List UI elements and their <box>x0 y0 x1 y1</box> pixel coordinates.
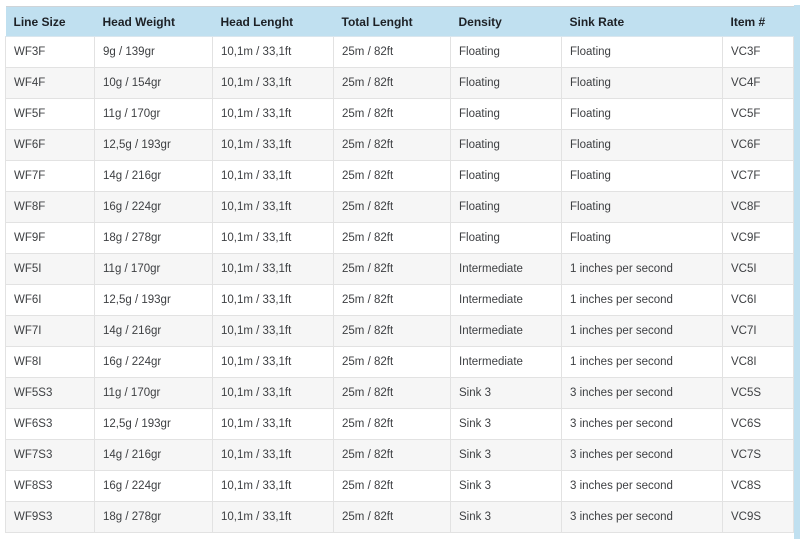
table-cell: Sink 3 <box>451 471 562 502</box>
table-row <box>6 130 794 161</box>
table-cell: 12,5g / 193gr <box>95 409 213 440</box>
table-cell: WF9F <box>6 223 95 254</box>
table-cell: WF8I <box>6 347 95 378</box>
table-cell: VC9F <box>723 223 794 254</box>
table-cell: WF5S3 <box>6 378 95 409</box>
table-cell: WF6S3 <box>6 409 95 440</box>
table-row <box>6 409 794 440</box>
column-header: Line Size <box>6 7 95 37</box>
right-accent-strip <box>794 5 800 539</box>
table-cell: 25m / 82ft <box>334 130 451 161</box>
table-cell: WF6F <box>6 130 95 161</box>
table-cell: 10,1m / 33,1ft <box>213 254 334 285</box>
table-cell: 25m / 82ft <box>334 502 451 533</box>
table-cell: WF6I <box>6 285 95 316</box>
column-header: Sink Rate <box>562 7 723 37</box>
table-cell: 25m / 82ft <box>334 378 451 409</box>
table-cell: Sink 3 <box>451 378 562 409</box>
table-cell: WF8S3 <box>6 471 95 502</box>
table-cell: 25m / 82ft <box>334 285 451 316</box>
table-cell: WF7I <box>6 316 95 347</box>
table-cell: Floating <box>451 161 562 192</box>
table-cell: Sink 3 <box>451 440 562 471</box>
table-cell: Intermediate <box>451 285 562 316</box>
table-cell: WF8F <box>6 192 95 223</box>
table-cell: Floating <box>451 223 562 254</box>
table-cell: WF3F <box>6 37 95 68</box>
table-row <box>6 254 794 285</box>
table-cell: Floating <box>451 99 562 130</box>
table-cell: Floating <box>562 223 723 254</box>
table-row <box>6 347 794 378</box>
line-spec-table <box>5 6 794 533</box>
table-cell: 10,1m / 33,1ft <box>213 347 334 378</box>
table-cell: 25m / 82ft <box>334 254 451 285</box>
table-cell: Floating <box>451 130 562 161</box>
table-cell: 3 inches per second <box>562 440 723 471</box>
table-cell: Sink 3 <box>451 409 562 440</box>
table-cell: 11g / 170gr <box>95 254 213 285</box>
table-cell: Floating <box>562 68 723 99</box>
table-row <box>6 223 794 254</box>
table-cell: Intermediate <box>451 316 562 347</box>
table-cell: 10,1m / 33,1ft <box>213 161 334 192</box>
table-cell: 25m / 82ft <box>334 161 451 192</box>
table-cell: 10,1m / 33,1ft <box>213 378 334 409</box>
table-row <box>6 502 794 533</box>
table-cell: WF7F <box>6 161 95 192</box>
table-row <box>6 440 794 471</box>
table-cell: 11g / 170gr <box>95 378 213 409</box>
table-cell: Floating <box>451 68 562 99</box>
table-cell: 16g / 224gr <box>95 347 213 378</box>
table-cell: VC3F <box>723 37 794 68</box>
table-cell: 18g / 278gr <box>95 502 213 533</box>
table-row <box>6 99 794 130</box>
table-cell: 11g / 170gr <box>95 99 213 130</box>
table-cell: Intermediate <box>451 254 562 285</box>
table-cell: 12,5g / 193gr <box>95 285 213 316</box>
table-cell: 9g / 139gr <box>95 37 213 68</box>
table-cell: VC5S <box>723 378 794 409</box>
table-cell: VC6S <box>723 409 794 440</box>
table-cell: WF7S3 <box>6 440 95 471</box>
table-cell: WF9S3 <box>6 502 95 533</box>
table-cell: 18g / 278gr <box>95 223 213 254</box>
table-cell: 10g / 154gr <box>95 68 213 99</box>
table-row <box>6 316 794 347</box>
table-cell: 14g / 216gr <box>95 440 213 471</box>
table-cell: VC9S <box>723 502 794 533</box>
table-cell: 25m / 82ft <box>334 440 451 471</box>
table-cell: 1 inches per second <box>562 347 723 378</box>
table-cell: Floating <box>562 99 723 130</box>
table-cell: VC8F <box>723 192 794 223</box>
table-cell: 25m / 82ft <box>334 347 451 378</box>
header-row <box>6 7 794 37</box>
table-cell: 10,1m / 33,1ft <box>213 316 334 347</box>
column-header: Head Lenght <box>213 7 334 37</box>
table-cell: VC5F <box>723 99 794 130</box>
table-cell: 25m / 82ft <box>334 223 451 254</box>
table-cell: 3 inches per second <box>562 409 723 440</box>
table-cell: VC6F <box>723 130 794 161</box>
table-row <box>6 285 794 316</box>
table-cell: VC7S <box>723 440 794 471</box>
table-cell: 10,1m / 33,1ft <box>213 99 334 130</box>
column-header: Total Lenght <box>334 7 451 37</box>
table-head <box>6 7 794 37</box>
table-cell: 3 inches per second <box>562 378 723 409</box>
table-cell: 10,1m / 33,1ft <box>213 223 334 254</box>
table-cell: VC7I <box>723 316 794 347</box>
table-cell: VC8I <box>723 347 794 378</box>
table-cell: WF5I <box>6 254 95 285</box>
column-header: Head Weight <box>95 7 213 37</box>
table-cell: 1 inches per second <box>562 316 723 347</box>
table-cell: 16g / 224gr <box>95 471 213 502</box>
table-cell: 10,1m / 33,1ft <box>213 37 334 68</box>
table-row <box>6 471 794 502</box>
table-cell: 25m / 82ft <box>334 316 451 347</box>
table-cell: Sink 3 <box>451 502 562 533</box>
table-cell: 1 inches per second <box>562 285 723 316</box>
table-cell: 10,1m / 33,1ft <box>213 130 334 161</box>
table-cell: 10,1m / 33,1ft <box>213 192 334 223</box>
table-cell: VC5I <box>723 254 794 285</box>
table-cell: 1 inches per second <box>562 254 723 285</box>
table-cell: Floating <box>562 130 723 161</box>
table-cell: Floating <box>451 37 562 68</box>
column-header: Item # <box>723 7 794 37</box>
table-row <box>6 68 794 99</box>
table-cell: 25m / 82ft <box>334 37 451 68</box>
table-cell: WF5F <box>6 99 95 130</box>
table-cell: 10,1m / 33,1ft <box>213 440 334 471</box>
table-body <box>6 37 794 533</box>
table-row <box>6 37 794 68</box>
table-cell: 12,5g / 193gr <box>95 130 213 161</box>
table-cell: Floating <box>562 161 723 192</box>
table-cell: VC6I <box>723 285 794 316</box>
table-cell: 16g / 224gr <box>95 192 213 223</box>
table-cell: 3 inches per second <box>562 502 723 533</box>
table-cell: 14g / 216gr <box>95 316 213 347</box>
column-header: Density <box>451 7 562 37</box>
table-cell: WF4F <box>6 68 95 99</box>
table-cell: 25m / 82ft <box>334 471 451 502</box>
table-cell: 25m / 82ft <box>334 99 451 130</box>
table-cell: 25m / 82ft <box>334 409 451 440</box>
table-cell: 10,1m / 33,1ft <box>213 502 334 533</box>
table-cell: VC7F <box>723 161 794 192</box>
table-row <box>6 378 794 409</box>
table-cell: Floating <box>562 37 723 68</box>
table-cell: Floating <box>451 192 562 223</box>
table-cell: 3 inches per second <box>562 471 723 502</box>
table-row <box>6 192 794 223</box>
table-cell: Intermediate <box>451 347 562 378</box>
table-cell: 10,1m / 33,1ft <box>213 285 334 316</box>
table-cell: 10,1m / 33,1ft <box>213 68 334 99</box>
table-row <box>6 161 794 192</box>
table-cell: VC4F <box>723 68 794 99</box>
table-cell: VC8S <box>723 471 794 502</box>
table-cell: 25m / 82ft <box>334 192 451 223</box>
table-cell: 10,1m / 33,1ft <box>213 409 334 440</box>
table-cell: 25m / 82ft <box>334 68 451 99</box>
table-cell: Floating <box>562 192 723 223</box>
table-cell: 10,1m / 33,1ft <box>213 471 334 502</box>
table-cell: 14g / 216gr <box>95 161 213 192</box>
